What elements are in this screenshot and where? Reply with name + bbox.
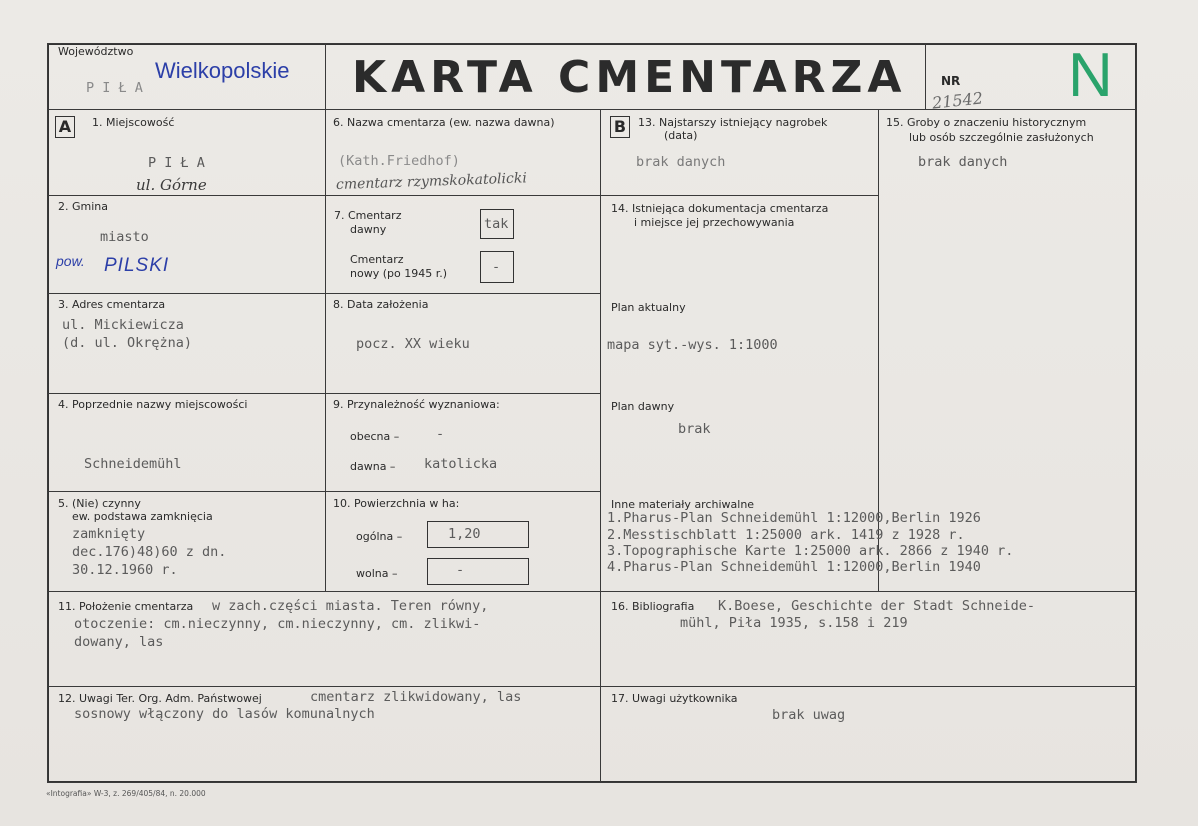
field-17-label: 17. Uwagi użytkownika [611, 692, 738, 705]
field-7-nowy-label: Cmentarz [350, 253, 404, 266]
printer-imprint: «Intografia» W-3, z. 269/405/84, n. 20.000 [46, 789, 206, 798]
card-title: KARTA CMENTARZA [352, 52, 907, 103]
plan-aktualny-value: mapa syt.-wys. 1:1000 [607, 337, 778, 353]
field-17-value: brak uwag [772, 707, 846, 723]
row-line [47, 293, 601, 294]
field-12-line2: sosnowy włączony do lasów komunalnych [74, 706, 375, 722]
inne-materialy-line: 1.Pharus-Plan Schneidemühl 1:12000,Berlin 1926 [607, 510, 981, 526]
field-3-line1: ul. Mickiewicza [62, 317, 184, 333]
nr-value: 21542 [931, 88, 984, 113]
field-9-obecna-label: obecna – [350, 430, 400, 443]
inne-materialy-line: 2.Messtischblatt 1:25000 ark. 1419 z 1928 r. [607, 527, 965, 543]
plan-aktualny-label: Plan aktualny [611, 301, 686, 314]
field-7-dawny-label: dawny [350, 223, 387, 236]
row-line [47, 491, 601, 492]
field-5-line1: zamknięty [72, 526, 146, 542]
field-5-line3: 30.12.1960 r. [72, 562, 178, 578]
field-7-nowy-value: - [492, 259, 501, 275]
field-10-ogolna-value: 1,20 [448, 526, 481, 542]
field-11-line2: otoczenie: cm.nieczynny, cm.nieczynny, cm. zlikwi- [74, 616, 481, 632]
row-line [600, 195, 879, 196]
field-9-obecna-value: - [436, 426, 445, 442]
field-16-label: 16. Bibliografia [611, 600, 695, 613]
row-line [47, 393, 601, 394]
field-9-dawna-label: dawna – [350, 460, 396, 473]
row-line [47, 195, 601, 196]
field-10-ogolna-label: ogólna – [356, 530, 403, 543]
wojewodztwo-value: Wielkopolskie [155, 58, 290, 83]
field-9-label: 9. Przynależność wyznaniowa: [333, 398, 500, 411]
field-7-dawny-value: tak [484, 216, 509, 232]
field-15-label: 15. Groby o znaczeniu historycznym [886, 116, 1087, 129]
field-1-handwritten: ul. Górne [136, 176, 207, 194]
field-3-line2: (d. ul. Okrężna) [62, 335, 193, 351]
inne-materialy-line: 3.Topographische Karte 1:25000 ark. 2866 z 1940 r. [607, 543, 1014, 559]
section-b-marker: B [610, 116, 630, 138]
nr-label: NR [941, 74, 961, 88]
field-12-line1: cmentarz zlikwidowany, las [310, 689, 522, 705]
field-2-value: miasto [100, 229, 149, 245]
wojewodztwo-typed-value: P I Ł A [86, 80, 143, 96]
field-5-sublabel: ew. podstawa zamknięcia [72, 510, 213, 523]
field-10-wolna-box [427, 558, 529, 585]
field-8-value: pocz. XX wieku [356, 336, 470, 352]
field-2-prefix: pow. [56, 253, 85, 269]
field-13-value: brak danych [636, 154, 726, 170]
field-10-wolna-label: wolna – [356, 567, 398, 580]
field-5-label: 5. (Nie) czynny [58, 497, 141, 510]
field-14-label: 14. Istniejąca dokumentacja cmentarza [611, 202, 829, 215]
field-9-dawna-value: katolicka [424, 456, 498, 472]
inne-materialy-line: 4.Pharus-Plan Schneidemühl 1:12000,Berlin 1940 [607, 559, 981, 575]
field-2-powiat: PILSKI [104, 255, 170, 276]
field-11-line3: dowany, las [74, 634, 164, 650]
field-8-label: 8. Data założenia [333, 298, 429, 311]
field-10-label: 10. Powierzchnia w ha: [333, 497, 460, 510]
field-6-label: 6. Nazwa cmentarza (ew. nazwa dawna) [333, 116, 555, 129]
field-11-label: 11. Położenie cmentarza [58, 600, 194, 613]
field-1-value: P I Ł A [148, 155, 205, 171]
field-7-label: 7. Cmentarz [334, 209, 402, 222]
field-2-label: 2. Gmina [58, 200, 108, 213]
plan-dawny-label: Plan dawny [611, 400, 675, 413]
field-7-nowy-sublabel: nowy (po 1945 r.) [350, 267, 447, 280]
corner-mark: N [1068, 41, 1113, 110]
field-16-line1: K.Boese, Geschichte der Stadt Schneide- [718, 598, 1035, 614]
section-a-marker: A [55, 116, 75, 138]
field-16-line2: mühl, Piła 1935, s.158 i 219 [680, 615, 908, 631]
field-15-value: brak danych [918, 154, 1008, 170]
field-13-sublabel: (data) [664, 129, 698, 142]
field-6-value: (Kath.Friedhof) [338, 153, 460, 169]
plan-dawny-value: brak [678, 421, 711, 437]
field-14-sublabel: i miejsce jej przechowywania [634, 216, 795, 229]
field-6-handwritten: cmentarz rzymskokatolicki [335, 170, 528, 193]
field-4-label: 4. Poprzednie nazwy miejscowości [58, 398, 248, 411]
wojewodztwo-label: Województwo [58, 45, 134, 58]
field-3-label: 3. Adres cmentarza [58, 298, 166, 311]
field-4-value: Schneidemühl [84, 456, 182, 472]
inne-materialy-label: Inne materiały archiwalne [611, 498, 755, 511]
field-5-line2: dec.176)48)60 z dn. [72, 544, 227, 560]
field-10-wolna-value: - [456, 562, 465, 578]
field-11-line1: w zach.części miasta. Teren równy, [212, 598, 489, 614]
field-1-label: 1. Miejscowość [92, 116, 175, 129]
field-12-label: 12. Uwagi Ter. Org. Adm. Państwowej [58, 692, 262, 705]
field-15-sublabel: lub osób szczególnie zasłużonych [909, 131, 1094, 144]
field-13-label: 13. Najstarszy istniejący nagrobek [638, 116, 828, 129]
